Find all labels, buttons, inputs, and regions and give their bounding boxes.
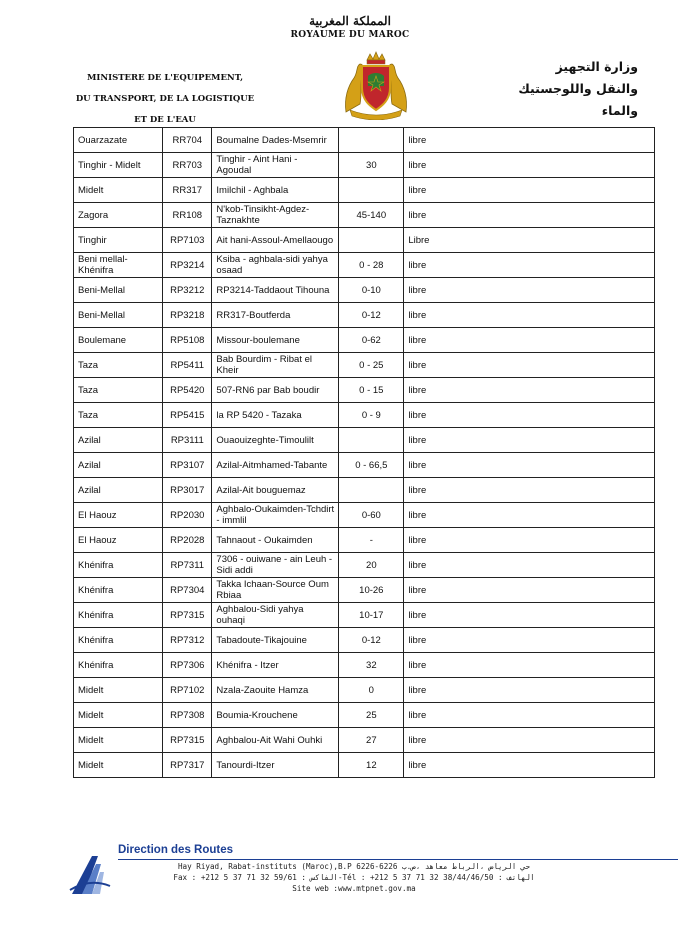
road-section-cell: Azilal-Ait bouguemaz xyxy=(212,478,339,503)
road-number-cell: RP5415 xyxy=(163,403,212,428)
table-row xyxy=(74,453,655,478)
pk-range-cell xyxy=(339,428,404,453)
road-number-cell: RR108 xyxy=(163,203,212,228)
status-cell: libre xyxy=(404,153,655,178)
region-cell: El Haouz xyxy=(74,528,163,553)
region-cell: Midelt xyxy=(74,703,163,728)
road-section-cell: RR317-Boutferda xyxy=(212,303,339,328)
ministry-arabic-line-2: والنقل واللوجستيك xyxy=(518,81,638,96)
region-cell: Boulemane xyxy=(74,328,163,353)
region-cell: Midelt xyxy=(74,728,163,753)
road-section-cell: Boumia-Krouchene xyxy=(212,703,339,728)
table-row xyxy=(74,303,655,328)
status-cell: libre xyxy=(404,278,655,303)
status-cell: libre xyxy=(404,753,655,778)
status-cell: libre xyxy=(404,703,655,728)
road-number-cell: RP5420 xyxy=(163,378,212,403)
status-cell: libre xyxy=(404,603,655,628)
direction-des-routes-logo-icon xyxy=(68,850,112,896)
pk-range-cell: 10-17 xyxy=(339,603,404,628)
region-cell: Khénifra xyxy=(74,628,163,653)
region-cell: Midelt xyxy=(74,753,163,778)
road-section-cell: 7306 - ouiwane - ain Leuh - Sidi addi xyxy=(212,553,339,578)
status-cell: libre xyxy=(404,653,655,678)
road-section-cell: RP3214-Taddaout Tihouna xyxy=(212,278,339,303)
table-row xyxy=(74,478,655,503)
region-cell: Azilal xyxy=(74,428,163,453)
table-row xyxy=(74,578,655,603)
royal-coat-of-arms-icon xyxy=(340,50,412,120)
pk-range-cell: 0 - 15 xyxy=(339,378,404,403)
status-cell: libre xyxy=(404,328,655,353)
road-section-cell: N'kob-Tinsikht-Agdez-Taznakhte xyxy=(212,203,339,228)
road-section-cell: Ouaouizeghte-Timoulilt xyxy=(212,428,339,453)
table-row xyxy=(74,678,655,703)
footer-divider xyxy=(118,859,678,860)
region-cell: Zagora xyxy=(74,203,163,228)
pk-range-cell: 27 xyxy=(339,728,404,753)
status-cell: libre xyxy=(404,403,655,428)
road-section-cell: Tinghir - Aint Hani - Agoudal xyxy=(212,153,339,178)
region-cell: Ouarzazate xyxy=(74,128,163,153)
table-row xyxy=(74,553,655,578)
kingdom-header xyxy=(0,14,700,40)
pk-range-cell xyxy=(339,478,404,503)
ministry-name-arabic xyxy=(518,56,638,122)
pk-range-cell: 0 - 66,5 xyxy=(339,453,404,478)
region-cell: Khénifra xyxy=(74,653,163,678)
pk-range-cell: 30 xyxy=(339,153,404,178)
status-cell: libre xyxy=(404,503,655,528)
pk-range-cell: 0-62 xyxy=(339,328,404,353)
status-cell: libre xyxy=(404,428,655,453)
footer-website: Site web :www.mtpnet.gov.ma xyxy=(292,884,416,893)
pk-range-cell xyxy=(339,178,404,203)
road-number-cell: RR704 xyxy=(163,128,212,153)
pk-range-cell: 12 xyxy=(339,753,404,778)
pk-range-cell: 0 xyxy=(339,678,404,703)
table-row xyxy=(74,728,655,753)
pk-range-cell: 25 xyxy=(339,703,404,728)
road-number-cell: RP7103 xyxy=(163,228,212,253)
road-section-cell: Missour-boulemane xyxy=(212,328,339,353)
region-cell: Azilal xyxy=(74,453,163,478)
table-row xyxy=(74,328,655,353)
road-number-cell: RP7306 xyxy=(163,653,212,678)
status-cell: libre xyxy=(404,128,655,153)
road-number-cell: RP7317 xyxy=(163,753,212,778)
footer-title: Direction des Routes xyxy=(118,844,234,856)
pk-range-cell: 0 - 28 xyxy=(339,253,404,278)
road-number-cell: RP7315 xyxy=(163,728,212,753)
road-section-cell: Aghbalou-Ait Wahi Ouhki xyxy=(212,728,339,753)
road-section-cell: Azilal-Aitmhamed-Tabante xyxy=(212,453,339,478)
pk-range-cell xyxy=(339,228,404,253)
road-section-cell: Tahnaout - Oukaimden xyxy=(212,528,339,553)
region-cell: Midelt xyxy=(74,678,163,703)
table-row xyxy=(74,628,655,653)
table-row xyxy=(74,703,655,728)
pk-range-cell: 0-60 xyxy=(339,503,404,528)
footer xyxy=(0,840,700,920)
footer-address: Hay Riyad, Rabat-instituts (Maroc),B.P 6226-6226 حي الرياض ،الرباط معاهد ،ص.ب xyxy=(177,862,531,871)
region-cell: Khénifra xyxy=(74,578,163,603)
region-cell: Khénifra xyxy=(74,553,163,578)
road-number-cell: RP3111 xyxy=(163,428,212,453)
road-section-cell: Ksiba - aghbala-sidi yahya osaad xyxy=(212,253,339,278)
table-row xyxy=(74,403,655,428)
region-cell: Taza xyxy=(74,353,163,378)
region-cell: Taza xyxy=(74,403,163,428)
road-section-cell: Nzala-Zaouite Hamza xyxy=(212,678,339,703)
road-section-cell: Boumalne Dades-Msemrir xyxy=(212,128,339,153)
pk-range-cell: - xyxy=(339,528,404,553)
road-number-cell: RP2030 xyxy=(163,503,212,528)
road-number-cell: RP3017 xyxy=(163,478,212,503)
status-cell: libre xyxy=(404,478,655,503)
table-row xyxy=(74,153,655,178)
table-row xyxy=(74,178,655,203)
road-number-cell: RP7311 xyxy=(163,553,212,578)
table-row xyxy=(74,128,655,153)
status-cell: Libre xyxy=(404,228,655,253)
table-row xyxy=(74,603,655,628)
status-cell: libre xyxy=(404,528,655,553)
table-row xyxy=(74,253,655,278)
road-number-cell: RP3218 xyxy=(163,303,212,328)
road-status-table xyxy=(73,127,655,778)
status-cell: libre xyxy=(404,728,655,753)
road-section-cell: Imilchil - Aghbala xyxy=(212,178,339,203)
road-number-cell: RR703 xyxy=(163,153,212,178)
road-number-cell: RP3212 xyxy=(163,278,212,303)
region-cell: Beni mellal-Khénifra xyxy=(74,253,163,278)
road-number-cell: RP5108 xyxy=(163,328,212,353)
road-section-cell: 507-RN6 par Bab boudir xyxy=(212,378,339,403)
region-cell: Khénifra xyxy=(74,603,163,628)
road-number-cell: RP5411 xyxy=(163,353,212,378)
road-number-cell: RP7312 xyxy=(163,628,212,653)
road-section-cell: Aghbalo-Oukaimden-Tchdirt - immlil xyxy=(212,503,339,528)
status-cell: libre xyxy=(404,553,655,578)
pk-range-cell: 0-12 xyxy=(339,303,404,328)
road-number-cell: RP3107 xyxy=(163,453,212,478)
table-row xyxy=(74,378,655,403)
pk-range-cell: 32 xyxy=(339,653,404,678)
road-number-cell: RP2028 xyxy=(163,528,212,553)
status-cell: libre xyxy=(404,253,655,278)
table-row xyxy=(74,228,655,253)
table-row xyxy=(74,278,655,303)
kingdom-name-arabic: المملكة المغربية xyxy=(309,14,391,28)
footer-contact-block xyxy=(124,861,584,894)
table-row xyxy=(74,503,655,528)
status-cell: libre xyxy=(404,353,655,378)
ministry-name-french xyxy=(70,68,260,131)
region-cell: Taza xyxy=(74,378,163,403)
road-number-cell: RP7102 xyxy=(163,678,212,703)
road-number-cell: RP7304 xyxy=(163,578,212,603)
table-row xyxy=(74,203,655,228)
pk-range-cell: 20 xyxy=(339,553,404,578)
road-number-cell: RP7308 xyxy=(163,703,212,728)
table-row xyxy=(74,753,655,778)
region-cell: Beni-Mellal xyxy=(74,278,163,303)
pk-range-cell: 10-26 xyxy=(339,578,404,603)
pk-range-cell: 45-140 xyxy=(339,203,404,228)
region-cell: Tinghir xyxy=(74,228,163,253)
status-cell: libre xyxy=(404,178,655,203)
ministry-line-1: MINISTERE DE L'EQUIPEMENT, xyxy=(86,73,244,83)
ministry-arabic-line-1: وزارة التجهيز xyxy=(555,59,638,74)
road-section-cell: la RP 5420 - Tazaka xyxy=(212,403,339,428)
status-cell: libre xyxy=(404,678,655,703)
ministry-line-3: ET DE L'EAU xyxy=(134,115,196,125)
table-row xyxy=(74,353,655,378)
ministry-line-2: DU TRANSPORT, DE LA LOGISTIQUE xyxy=(75,94,255,104)
road-number-cell: RR317 xyxy=(163,178,212,203)
status-cell: libre xyxy=(404,378,655,403)
road-number-cell: RP3214 xyxy=(163,253,212,278)
pk-range-cell: 0-12 xyxy=(339,628,404,653)
pk-range-cell: 0 - 25 xyxy=(339,353,404,378)
footer-phone-fax: Fax : +212 5 37 71 32 59/61 : الفاكس-Tél : +212 5 37 71 32 38/44/46/50 : الهاتف xyxy=(173,873,535,882)
region-cell: El Haouz xyxy=(74,503,163,528)
road-section-cell: Tabadoute-Tikajouine xyxy=(212,628,339,653)
status-cell: libre xyxy=(404,303,655,328)
region-cell: Azilal xyxy=(74,478,163,503)
table-row xyxy=(74,528,655,553)
road-status-table-body xyxy=(74,128,655,778)
road-section-cell: Ait hani-Assoul-Amellaougo xyxy=(212,228,339,253)
pk-range-cell xyxy=(339,128,404,153)
pk-range-cell: 0-10 xyxy=(339,278,404,303)
status-cell: libre xyxy=(404,578,655,603)
table-row xyxy=(74,653,655,678)
ministry-arabic-line-3: والماء xyxy=(601,103,638,118)
road-section-cell: Khénifra - Itzer xyxy=(212,653,339,678)
road-number-cell: RP7315 xyxy=(163,603,212,628)
status-cell: libre xyxy=(404,453,655,478)
region-cell: Beni-Mellal xyxy=(74,303,163,328)
road-section-cell: Tanourdi-Itzer xyxy=(212,753,339,778)
road-section-cell: Takka Ichaan-Source Oum Rbiaa xyxy=(212,578,339,603)
status-cell: libre xyxy=(404,628,655,653)
region-cell: Tinghir - Midelt xyxy=(74,153,163,178)
road-section-cell: Bab Bourdim - Ribat el Kheir xyxy=(212,353,339,378)
road-section-cell: Aghbalou-Sidi yahya ouhaqi xyxy=(212,603,339,628)
status-cell: libre xyxy=(404,203,655,228)
region-cell: Midelt xyxy=(74,178,163,203)
table-row xyxy=(74,428,655,453)
kingdom-name-french: ROYAUME DU MAROC xyxy=(290,30,410,40)
pk-range-cell: 0 - 9 xyxy=(339,403,404,428)
